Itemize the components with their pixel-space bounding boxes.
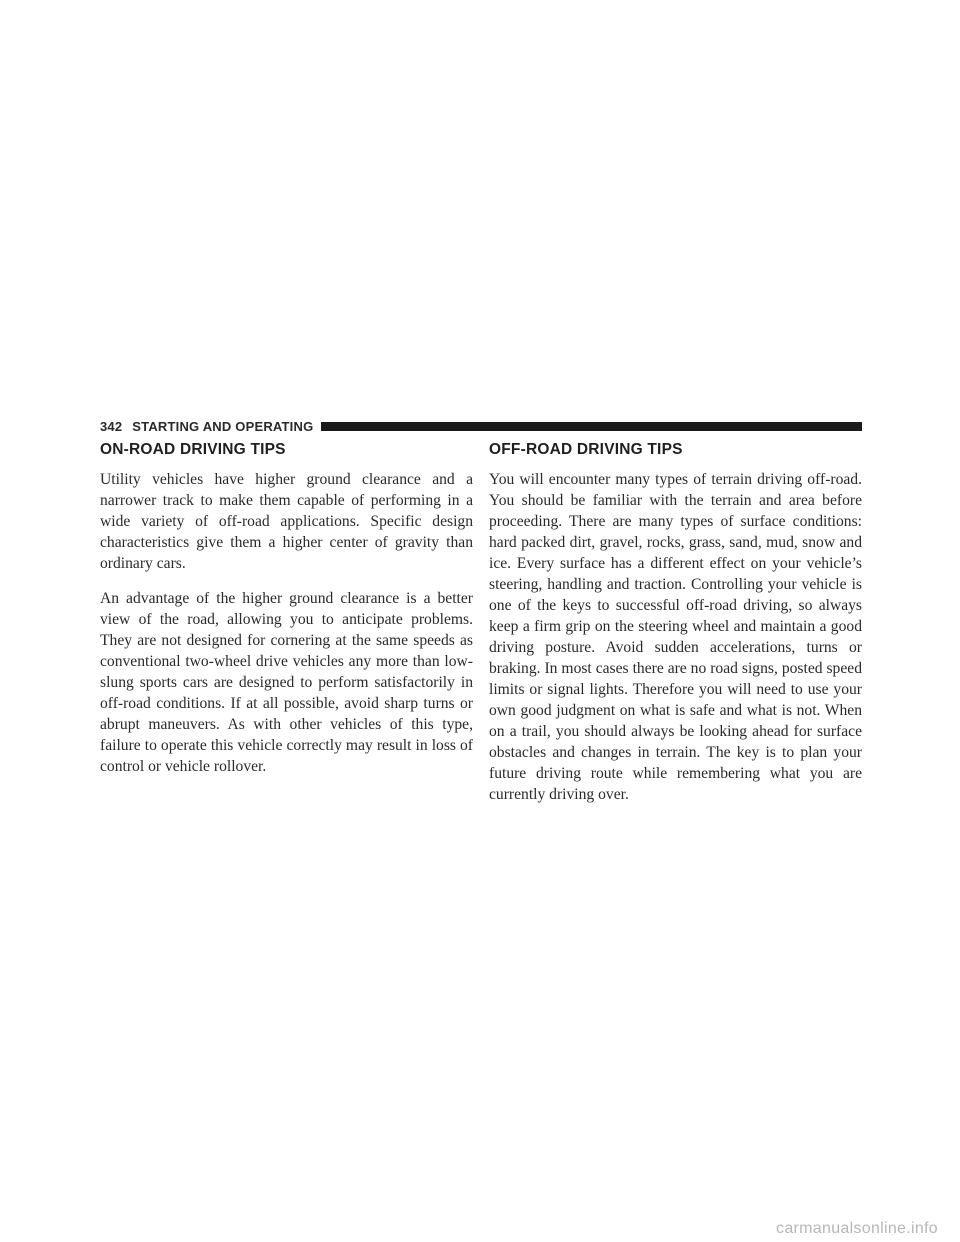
on-road-paragraph-2: An advantage of the higher ground clearance is a better view of the road, allowing you to anticipate problems. They are not designed for cornering at the same speeds as conventional two-wheel drive vehicles any more than low-slung sports cars are designed to perform satisfactorily in off-road conditions. If at all possible, avoid sharp turns or abrupt maneuvers. As with other vehicles of this type, failure to operate this vehicle correctly may result in loss of control or vehicle rollover. (100, 590, 473, 775)
watermark: carmanualsonline.info (776, 1220, 938, 1237)
header-rule (321, 422, 862, 431)
left-column (100, 440, 473, 791)
section-title: STARTING AND OPERATING (132, 418, 314, 434)
on-road-heading: ON-ROAD DRIVING TIPS (100, 441, 286, 458)
page-number: 342 (100, 418, 123, 434)
page-header (100, 418, 862, 434)
on-road-paragraph-1: Utility vehicles have higher ground clearance and a narrower track to make them capable of performing in a wide variety of off-road applications. Specific design characteristics give them a higher center of gravity than ordinary cars. (100, 471, 473, 572)
right-column (489, 440, 862, 819)
off-road-heading: OFF-ROAD DRIVING TIPS (489, 441, 683, 458)
off-road-paragraph-1: You will encounter many types of terrain driving off-road. You should be familiar with the terrain and area before proceeding. There are many types of surface conditions: hard packed dirt, gravel, rocks, grass, sand, mud, snow and ice. Every surface has a different effect on your vehicle’s steering, handling and traction. Controlling your vehicle is one of the keys to successful off-road driving, so always keep a firm grip on the steering wheel and maintain a good driving posture. Avoid sudden accelerations, turns or braking. In most cases there are no road signs, posted speed limits or signal lights. Therefore you will need to use your own good judgment on what is safe and what is not. When on a trail, you should always be looking ahead for surface obstacles and changes in terrain. The key is to plan your future driving route while remembering what you are currently driving over. (489, 471, 862, 803)
